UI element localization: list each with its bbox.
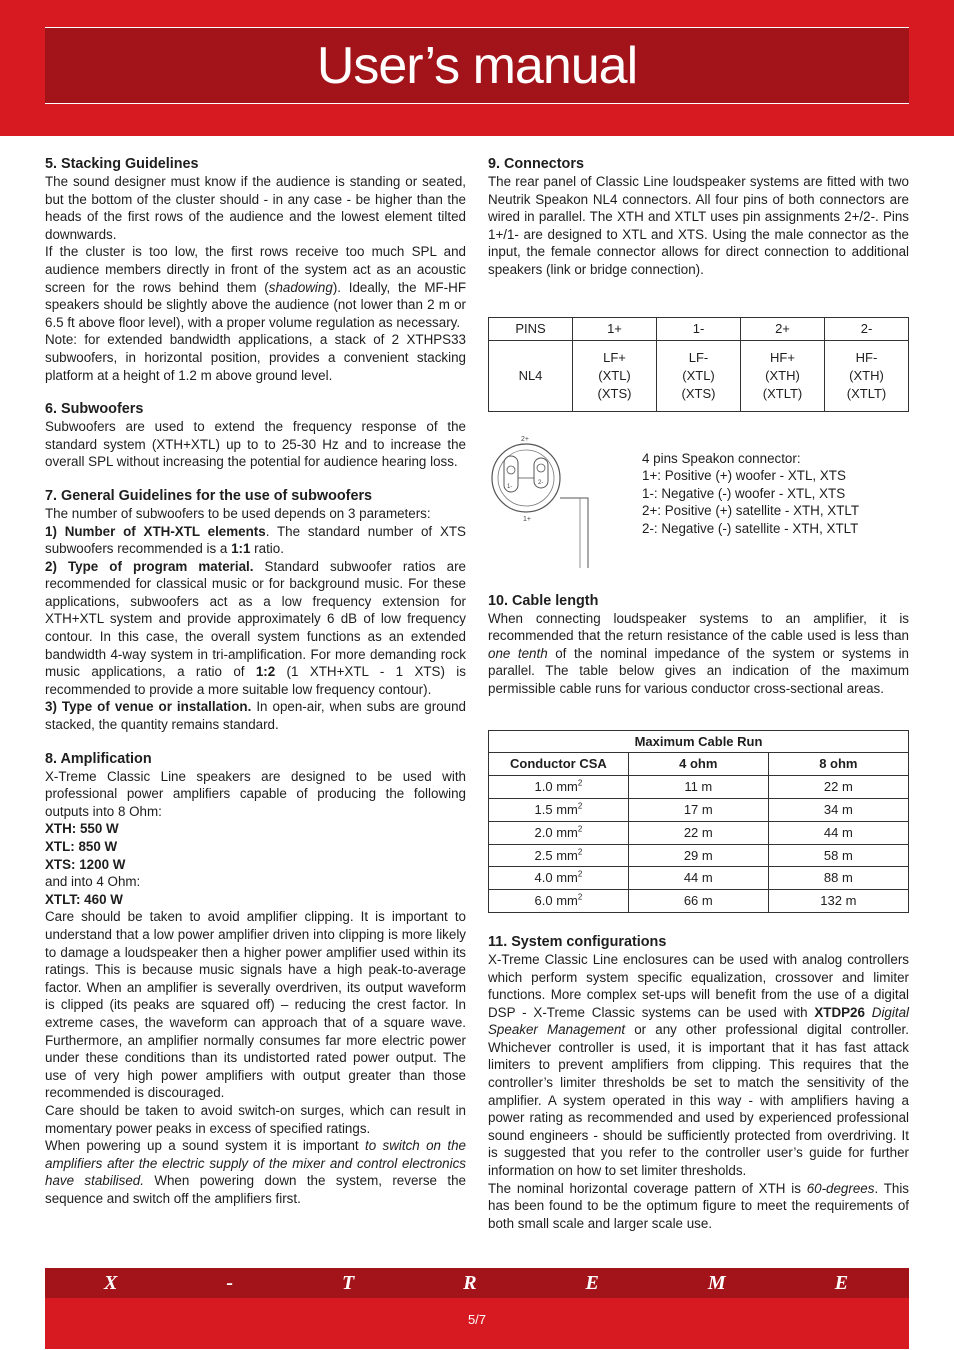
left-column: [45, 155, 466, 1207]
table-cell: 88 m: [768, 867, 908, 890]
table-header-cell: 2-: [825, 317, 909, 340]
paragraph: and into 4 Ohm:: [45, 874, 141, 890]
italic-text: Digital Speaker Management: [488, 1004, 909, 1038]
cell-line: (XTS): [681, 385, 716, 401]
paragraph: Care should be taken to avoid switch-on surges, which can result in momentary power peaks in excess of specified ratings.: [45, 1102, 466, 1136]
brand-letter: E: [585, 1272, 601, 1294]
cell-line: HF+: [770, 349, 795, 365]
power-rating: XTLT: 460 W: [45, 891, 123, 907]
connector-legend: [642, 450, 912, 538]
legend-line: 2-: Negative (-) satellite - XTH, XTLT: [642, 520, 859, 536]
italic-text: 60-degrees: [806, 1180, 875, 1196]
superscript: 2: [577, 824, 583, 834]
bold-text: 1) Number of XTH-XTL elements: [45, 523, 266, 539]
text-run: Standard subwoofer ratios are recommended for classical music or for background music. For these applications, subwoofers act as a low frequency extension for XTH+XTL system and provide approximately 6 dB of low frequency contour. In this case, the overall system functions as an extended bandwidth 4-way system in tri-amplification. For more demanding rock music applications, a ratio of: [45, 558, 466, 680]
page-title: User’s manual: [316, 37, 638, 95]
table-header-cell: 8 ohm: [768, 753, 908, 776]
table-cell: 66 m: [628, 890, 768, 913]
table-cell: 132 m: [768, 890, 908, 913]
table-row: [489, 821, 909, 844]
cell-line: (XTH): [849, 367, 884, 383]
section-heading-cable-length: 10. Cable length: [488, 592, 599, 609]
paragraph: The sound designer must know if the audience is standing or seated, but the bottom of the cluster should - in any case - be higher than the heads of the first rows of the audience and the lowest element tilted downwards.: [45, 174, 466, 242]
legend-line: 4 pins Speakon connector:: [642, 450, 801, 466]
right-column: [488, 155, 909, 1232]
superscript: 2: [577, 892, 583, 902]
table-header-cell: 1+: [573, 317, 657, 340]
paragraph: [45, 523, 466, 558]
paragraph: Subwoofers are used to extend the frequency response of the standard system (XTH+XTL) up to to 25-30 Hz and to increase the overall SPL without increasing the potential for audience hearing loss.: [45, 419, 466, 470]
cell-line: (XTLT): [762, 385, 803, 401]
text-run: . This has been found to be the optimum figure to meet the requirements of both small scale and larger scale use.: [488, 1180, 909, 1231]
cell-line: (XTL): [598, 367, 631, 383]
brand-letter: X: [103, 1272, 120, 1294]
table-cell: [825, 340, 909, 411]
paragraph: The rear panel of Classic Line loudspeaker systems are fitted with two Neutrik Speakon NL4 connectors. All four pins of both connectors are wired in parallel. The XTH and XTLT uses pin assignments 2+/2-. Pins 1+/1- are designed to XTL and XTS. Using the male connector as the input, the female connector allows for direct connection to additional speakers (link or bridge connection).: [488, 174, 909, 277]
table-cell: 22 m: [628, 821, 768, 844]
table-cell: [489, 821, 629, 844]
table-row: [489, 867, 909, 890]
italic-text: to switch on the amplifiers after the electric supply of the mixer and control electronics have stabilised.: [45, 1138, 466, 1189]
brand-letter: R: [463, 1272, 479, 1294]
italic-text: shadowing: [268, 279, 333, 295]
power-rating: XTH: 550 W: [45, 821, 119, 837]
text-run: ). Ideally, the MF-HF speakers should be slightly above the audience (not lower than 2 m or 6.5 ft above floor level), with a proper volume regulation as necessary.: [45, 279, 466, 330]
bold-text: 2) Type of program material.: [45, 558, 254, 574]
cell-line: (XTS): [597, 385, 632, 401]
page-number: 5/7: [467, 1312, 487, 1327]
paragraph: [488, 1180, 909, 1233]
table-row: [489, 844, 909, 867]
speakon-connector-diagram: [488, 428, 596, 568]
text-run: of the nominal impedance of the system or systems in parallel. The table below gives an indication of the maximum permissible cable runs for various conductor cross-sectional areas.: [488, 645, 909, 696]
table-header-cell: PINS: [489, 317, 573, 340]
bold-text: 1:2: [255, 664, 276, 680]
section-heading-system-configurations: 11. System configurations: [488, 933, 667, 950]
paragraph: Care should be taken to avoid amplifier clipping. It is important to understand that a low power amplifier driven into clipping is more likely to damage a loudspeaker then a higher power amplifier used within its ratings. This is because music signals have a high peak-to-average factor. When an amplifier is severally overdriven, its output waveform is clipped (its peaks are squared off) – reducing the crest factor. In extreme cases, the waveform can approach that of a square wave. Furthermore, an amplifier normally consumes far more electric power under these conditions than its undistorted rated power output. The use of very high power amplifiers with output greater than those recommended is discouraged.: [45, 909, 466, 1101]
bold-text: 1:1: [231, 541, 251, 557]
table-cell: 44 m: [768, 821, 908, 844]
brand-letter: E: [834, 1272, 851, 1294]
page-header: [0, 0, 954, 136]
text-run: ratio.: [250, 541, 284, 557]
paragraph: The number of subwoofers to be used depends on 3 parameters:: [45, 505, 431, 521]
superscript: 2: [577, 870, 583, 880]
table-row: [489, 753, 909, 776]
table-caption: Maximum Cable Run: [489, 730, 909, 753]
table-cell: 29 m: [628, 844, 768, 867]
cell-line: HF-: [855, 349, 878, 365]
text-run: 4.0 mm: [534, 870, 578, 886]
text-run: When powering up a sound system it is important: [45, 1138, 366, 1154]
legend-line: 2+: Positive (+) satellite - XTH, XTLT: [642, 503, 860, 519]
paragraph: [488, 951, 909, 1180]
table-cell: [573, 340, 657, 411]
paragraph: [45, 1137, 466, 1207]
table-cell: [489, 798, 629, 821]
table-cell: 22 m: [768, 776, 908, 799]
table-cell: [489, 867, 629, 890]
table-cell: [657, 340, 741, 411]
table-cell: 44 m: [628, 867, 768, 890]
cell-line: (XTLT): [846, 385, 887, 401]
table-header-cell: 1-: [657, 317, 741, 340]
italic-text: one tenth: [488, 645, 548, 661]
table-cell: NL4: [489, 340, 573, 411]
paragraph: X-Treme Classic Line speakers are designed to be used with professional power amplifiers capable of producing the following outputs into 8 Ohm:: [45, 768, 466, 819]
page-footer: [45, 1268, 909, 1349]
text-run: X-Treme Classic Line enclosures can be used with analog controllers which perform system specific equalization, crossover and limiter functions. More complex set-ups will benefit from the use of a digital DSP - X-Treme Classic systems can be used with: [488, 951, 909, 1020]
brand-letter: -: [226, 1272, 235, 1294]
power-rating: XTL: 850 W: [45, 839, 118, 854]
brand-letter: M: [707, 1272, 728, 1294]
pins-table: [488, 317, 909, 412]
text-run: 1.5 mm: [534, 802, 578, 818]
cable-run-table: [488, 730, 909, 913]
paragraph: [45, 243, 466, 331]
pin-label: 2-: [538, 479, 544, 486]
power-rating: XTS: 1200 W: [45, 856, 126, 872]
table-cell: [741, 340, 825, 411]
table-cell: 34 m: [768, 798, 908, 821]
connector-block: [488, 428, 909, 568]
legend-line: 1+: Positive (+) woofer - XTL, XTS: [642, 468, 846, 484]
cell-line: (XTH): [765, 367, 800, 383]
bold-text: 3) Type of venue or installation.: [45, 699, 252, 715]
table-row: [489, 776, 909, 799]
brand-wordmark: [45, 1272, 909, 1295]
cell-line: LF+: [603, 349, 626, 365]
cell-line: (XTL): [682, 367, 715, 383]
table-header-cell: 4 ohm: [628, 753, 768, 776]
legend-line: 1-: Negative (-) woofer - XTL, XTS: [642, 485, 846, 501]
paragraph: [45, 698, 466, 733]
table-cell: [489, 776, 629, 799]
superscript: 2: [577, 778, 583, 788]
footer-brand-band: [45, 1268, 909, 1298]
section-heading-amplification: 8. Amplification: [45, 750, 152, 767]
table-cell: [489, 844, 629, 867]
header-title-band: [45, 27, 909, 104]
pin-label: 1-: [507, 483, 513, 490]
brand-letter: T: [341, 1272, 357, 1294]
section-heading-connectors: 9. Connectors: [488, 156, 584, 172]
text-run: If the cluster is too low, the first rows receive too much SPL and audience members directly in front of the system act as an acoustic screen for the rows behind them (: [45, 244, 466, 295]
table-header-cell: 2+: [741, 317, 825, 340]
text-run: When powering down the system, reverse the sequence and switch off the amplifiers first.: [45, 1173, 466, 1206]
section-heading-stacking: 5. Stacking Guidelines: [45, 156, 199, 172]
table-row: [489, 317, 909, 340]
text-run: The nominal horizontal coverage pattern of XTH is: [488, 1180, 807, 1196]
table-header-cell: Conductor CSA: [489, 753, 629, 776]
table-row: [489, 890, 909, 913]
table-row: [489, 730, 909, 753]
table-cell: [489, 890, 629, 913]
table-cell: 58 m: [768, 844, 908, 867]
superscript: 2: [577, 847, 583, 857]
text-run: or any other professional digital controller. Whichever controller is used, it is important that it has fast attack limiters to prevent amplifiers from clipping. This requires that the controller’s limiter thresholds be set to match the sensitivity of the amplifier. A system operated in this way - with amplifiers having a power rating as recommended and used by experienced professional sound engineers - should be sufficiently protected from overdriving. It is suggested that you refer to the controller user’s guide for further information on how to set limiter thresholds.: [488, 1022, 909, 1179]
table-cell: 11 m: [628, 776, 768, 799]
text-run: 2.0 mm: [534, 824, 578, 840]
text-run: 6.0 mm: [534, 893, 578, 909]
bold-text: XTDP26: [814, 1004, 865, 1020]
paragraph: [45, 558, 466, 699]
superscript: 2: [577, 801, 583, 811]
table-cell: 17 m: [628, 798, 768, 821]
section-heading-subwoofer-guidelines: 7. General Guidelines for the use of subwoofers: [45, 487, 373, 504]
table-row: [489, 340, 909, 411]
paragraph: [488, 610, 909, 698]
text-run: When connecting loudspeaker systems to an amplifier, it is recommended that the return resistance of the cable used is less than: [488, 610, 909, 644]
text-run: 1.0 mm: [534, 779, 578, 795]
section-heading-subwoofers: 6. Subwoofers: [45, 401, 144, 418]
text-run: 2.5 mm: [534, 847, 578, 863]
text-run: (1 XTH+XTL - 1 XTS) is recommended to provide a more suitable low frequency contour).: [45, 664, 466, 697]
text-run: In open-air, when subs are ground stacked, the quantity remains standard.: [45, 699, 466, 733]
pin-label: 2+: [521, 435, 529, 443]
pin-label: 1+: [523, 515, 531, 523]
paragraph: Note: for extended bandwidth applications, a stack of 2 XTHPS33 subwoofers, in horizontal position, provides a convenient stacking platform at a height of 1.2 m above ground level.: [45, 332, 466, 383]
text-run: . The standard number of XTS subwoofers recommended is a: [45, 523, 466, 557]
table-row: [489, 798, 909, 821]
cell-line: LF-: [688, 349, 709, 365]
